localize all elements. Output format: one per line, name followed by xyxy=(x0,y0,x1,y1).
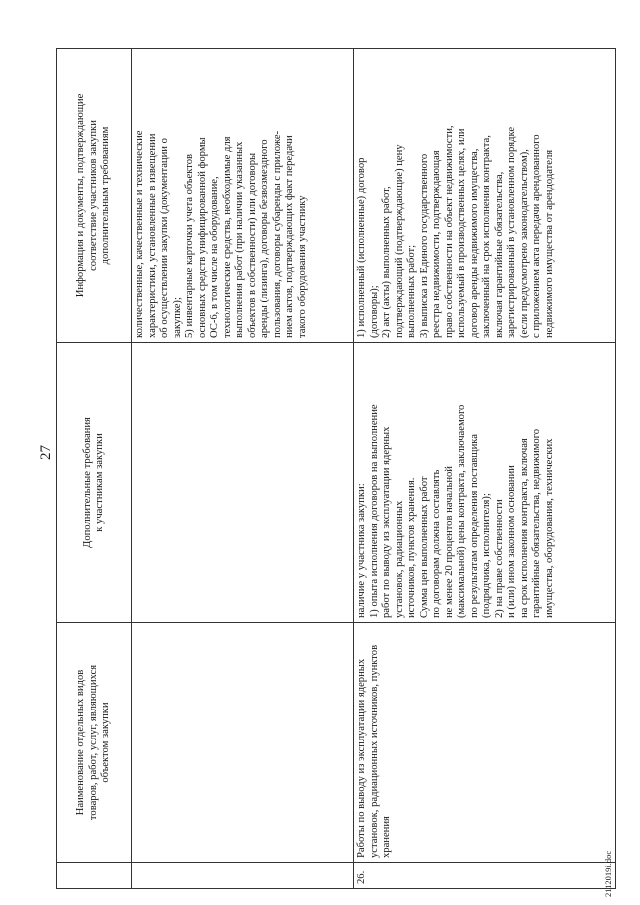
header-name: Наименование отдельных видов товаров, работ, услуг, являющихся объектом закупки xyxy=(57,623,132,863)
cell-documents: 1) исполненный (исполненные) договор (договоры); 2) акт (акты) выполненных работ, подтверждающий (подтверждающие) цену выполненных работ; 3) выписка из Единого государственного реестра недвижимости, подтверждающая право собственности на объект недвижимости, используемый в производственных целях, или договор аренды недвижимого имущества, заключенный на срок исполнения контракта, включая гарантийные обязательства, зарегистрированный в установленном порядке (если предусмотрено законодательством), с приложением акта передачи арендованного недвижимого имущества от арендодателя xyxy=(354,49,616,343)
header-documents: Информация и документы, подтверждающие соответствие участников закупки дополнительным требованиям xyxy=(57,49,132,343)
cell-requirements xyxy=(132,343,354,623)
cell-num xyxy=(132,863,354,889)
page-number: 27 xyxy=(38,445,54,460)
requirements-table xyxy=(56,48,616,889)
cell-name: Работы по выводу из эксплуатации ядерных установок, радиационных источников, пунктов хранения xyxy=(354,623,616,863)
footer-file-code: 2112019i.doc xyxy=(603,850,613,897)
cell-name xyxy=(132,623,354,863)
table-row xyxy=(354,49,616,889)
header-num xyxy=(57,863,132,889)
cell-documents: количественные, качественные и технические характеристики, установленные в извещении об осуществлении закупки (документации о закупке); 5) инвентарные карточки учета объектов основных средств унифицированной формы ОС-6, в том числе на оборудование, технологические средства, необходимые для выполнения работ (при наличии указанных объектов в собственности) или договоры аренды (лизинга), договоры безвозмездного пользования, договоры субаренды с приложе- нием актов, подтверждающих факт передачи такого оборудования участнику xyxy=(132,49,354,343)
cell-requirements: наличие у участника закупки: 1) опыта исполнения договоров на выполнение работ по выводу из эксплуатации ядерных установок, радиационных источников, пунктов хранения. Сумма цен выполненных работ по договорам должна составлять не менее 20 процентов начальной (максимальной) цены контракта, заключаемого по результатам определения поставщика (подрядчика, исполнителя); 2) на праве собственности и (или) ином законном основании на срок исполнения контракта, включая гарантийные обязательства, недвижимого имущества, оборудования, технических xyxy=(354,343,616,623)
table-row xyxy=(132,49,354,889)
header-requirements: Дополнительные требования к участникам закупки xyxy=(57,343,132,623)
table-header-row xyxy=(57,49,132,889)
cell-num: 26. xyxy=(354,863,616,889)
